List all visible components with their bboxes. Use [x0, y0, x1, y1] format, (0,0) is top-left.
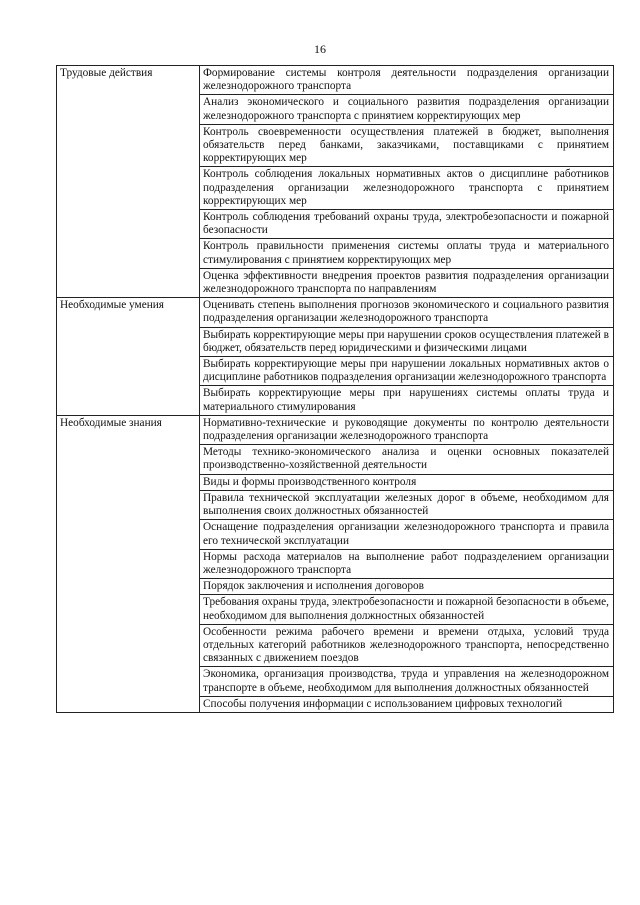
- table-cell: Требования охраны труда, электробезопасности и пожарной безопасности в объеме, необходимом для выполнения должностных обязанностей: [200, 595, 614, 624]
- table-cell: Нормы расхода материалов на выполнение работ подразделением организации железнодорожного транспорта: [200, 549, 614, 578]
- table-cell: Контроль своевременности осуществления платежей в бюджет, выполнения обязательств перед банками, заказчиками, поставщиками с принятием корректирующих мер: [200, 124, 614, 167]
- table-cell: Способы получения информации с использованием цифровых технологий: [200, 696, 614, 712]
- table-row: [57, 415, 614, 444]
- table-cell: Формирование системы контроля деятельности подразделения организации железнодорожного транспорта: [200, 66, 614, 95]
- table-cell: Оснащение подразделения организации железнодорожного транспорта и правила его технической эксплуатации: [200, 520, 614, 549]
- section-label-labor-actions: Трудовые действия: [57, 66, 200, 298]
- section-label-required-skills: Необходимые умения: [57, 298, 200, 416]
- table-cell: Контроль соблюдения локальных нормативных актов о дисциплине работников подразделения организации железнодорожного транспорта с принятием корректирующих мер: [200, 167, 614, 210]
- section-label-required-knowledge: Необходимые знания: [57, 415, 200, 712]
- table-cell: Виды и формы производственного контроля: [200, 474, 614, 490]
- table-cell: Выбирать корректирующие меры при нарушении локальных нормативных актов о дисциплине работников подразделения организации железнодорожного транспорта: [200, 357, 614, 386]
- table-row: [57, 298, 614, 327]
- table-cell: Контроль правильности применения системы оплаты труда и материального стимулирования с принятием корректирующих мер: [200, 239, 614, 268]
- table-cell: Порядок заключения и исполнения договоров: [200, 579, 614, 595]
- table-cell: Оценивать степень выполнения прогнозов экономического и социального развития подразделения организации железнодорожного транспорта: [200, 298, 614, 327]
- requirements-table: [56, 65, 614, 713]
- table-cell: Методы технико-экономического анализа и оценки основных показателей производственно-хозяйственной деятельности: [200, 445, 614, 474]
- table-cell: Оценка эффективности внедрения проектов развития подразделения организации железнодорожного транспорта по направлениям: [200, 268, 614, 297]
- table-cell: Выбирать корректирующие меры при нарушении сроков осуществления платежей в бюджет, обязательств перед юридическими и физическими лицами: [200, 327, 614, 356]
- table-cell: Анализ экономического и социального развития подразделения организации железнодорожного транспорта с принятием корректирующих мер: [200, 95, 614, 124]
- table-cell: Выбирать корректирующие меры при нарушениях системы оплаты труда и материального стимулирования: [200, 386, 614, 415]
- table-cell: Контроль соблюдения требований охраны труда, электробезопасности и пожарной безопасности: [200, 210, 614, 239]
- table-cell: Правила технической эксплуатации железных дорог в объеме, необходимом для выполнения своих должностных обязанностей: [200, 490, 614, 519]
- table-cell: Экономика, организация производства, труда и управления на железнодорожном транспорте в объеме, необходимом для выполнения должностных обязанностей: [200, 667, 614, 696]
- table-cell: Особенности режима рабочего времени и времени отдыха, условий труда отдельных категорий работников железнодорожного транспорта, непосредственно связанных с движением поездов: [200, 624, 614, 667]
- page-number: 16: [314, 42, 326, 56]
- table-cell: Нормативно-технические и руководящие документы по контролю деятельности подразделения организации железнодорожного транспорта: [200, 415, 614, 444]
- table-row: [57, 66, 614, 95]
